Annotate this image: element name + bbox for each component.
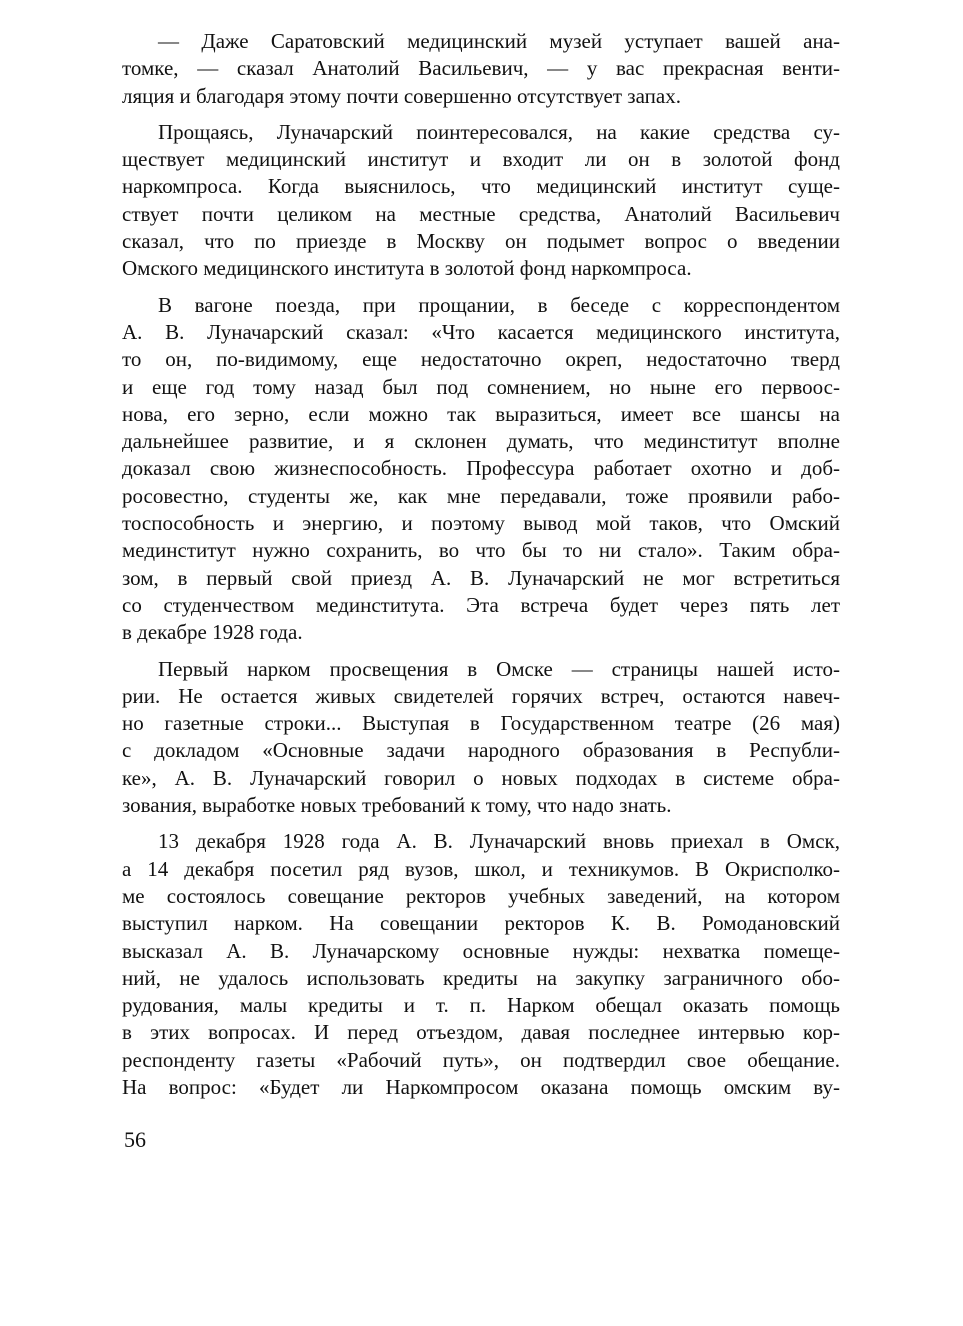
paragraph-4 <box>122 656 840 820</box>
paragraph-2 <box>122 119 840 283</box>
text-line: ний, не удалось использовать кредиты на закупку заграничного обо- <box>122 965 840 990</box>
text-line: тоспособность и энергию, и поэтому вывод мой таков, что Омский <box>122 511 840 536</box>
text-line: ке», А. В. Луначарский говорил о новых подходах в системе обра- <box>122 765 840 790</box>
paragraph-5 <box>122 828 840 1101</box>
page-text-body <box>122 28 840 1110</box>
text-line: а 14 декабря посетил ряд вузов, школ, и техникумов. В Окрисполко- <box>122 856 840 881</box>
paragraph-3 <box>122 292 840 647</box>
text-line: росовестно, студенты же, как мне передавали, тоже проявили рабо- <box>122 483 840 508</box>
text-line: ствует почти целиком на местные средства, Анатолий Васильевич <box>122 201 840 226</box>
text-line: ляция и благодаря этому почти совершенно отсутствует запах. <box>122 83 681 108</box>
text-line: то он, по-видимому, еще недостаточно окреп, недостаточно тверд <box>122 347 840 372</box>
text-line: и еще год тому назад был под сомнением, но ныне его первоос- <box>122 374 840 399</box>
text-line: дальнейшее развитие, и я склонен думать, что мединститут вполне <box>122 429 840 454</box>
text-line: доказал свою жизнеспособность. Профессура работает охотно и доб- <box>122 456 840 481</box>
text-line: томке, — сказал Анатолий Васильевич, — у вас прекрасная венти- <box>122 56 840 81</box>
text-line: ществует медицинский институт и входит ли он в золотой фонд <box>122 147 840 172</box>
text-line: высказал А. В. Луначарскому основные нужды: нехватка помеще- <box>122 938 840 963</box>
text-line: рудования, малы кредиты и т. п. Нарком обещал оказать помощь <box>122 993 840 1018</box>
page-number: 56 <box>124 1127 146 1152</box>
text-line: сказал, что по приезде в Москву он подымет вопрос о введении <box>122 229 840 254</box>
text-line: респонденту газеты «Рабочий путь», он подтвердил свое обещание. <box>122 1047 840 1072</box>
text-line: Первый нарком просвещения в Омске — страницы нашей исто- <box>158 656 840 681</box>
text-line: в декабре 1928 года. <box>122 620 303 645</box>
text-line: мединститут нужно сохранить, во что бы то ни стало». Таким обра- <box>122 538 840 563</box>
text-line: с докладом «Основные задачи народного образования в Республи- <box>122 738 840 763</box>
text-line: А. В. Луначарский сказал: «Что касается медицинского института, <box>122 319 840 344</box>
text-line: Омского медицинского института в золотой фонд наркомпроса. <box>122 256 692 281</box>
text-line: со студенчеством мединститута. Эта встреча будет через пять лет <box>122 592 840 617</box>
text-line: нова, его зерно, если можно так выразиться, имеет все шансы на <box>122 401 840 426</box>
text-line: зования, выработке новых требований к тому, что надо знать. <box>122 793 672 818</box>
text-line: ме состоялось совещание ректоров учебных заведений, на котором <box>122 883 840 908</box>
text-line: зом, в первый свой приезд А. В. Луначарский не мог встретиться <box>122 565 840 590</box>
text-line: но газетные строки... Выступая в Государственном театре (26 мая) <box>122 711 840 736</box>
text-line: 13 декабря 1928 года А. В. Луначарский вновь приехал в Омск, <box>158 829 840 854</box>
paragraph-1 <box>122 28 840 110</box>
text-line: в этих вопросах. И перед отъездом, давая последнее интервью кор- <box>122 1020 840 1045</box>
text-line: рии. Не остается живых свидетелей горячих встреч, остаются навеч- <box>122 683 840 708</box>
text-line: — Даже Саратовский медицинский музей уступает вашей ана- <box>158 29 840 53</box>
text-line: наркомпроса. Когда выяснилось, что медицинский институт суще- <box>122 174 840 199</box>
text-line: выступил нарком. На совещании ректоров К. В. Ромодановский <box>122 911 840 936</box>
text-line: Прощаясь, Луначарский поинтересовался, на какие средства су- <box>158 119 840 144</box>
text-line: В вагоне поезда, при прощании, в беседе с корреспондентом <box>158 292 840 317</box>
text-line: На вопрос: «Будет ли Наркомпросом оказана помощь омским ву- <box>122 1074 840 1099</box>
